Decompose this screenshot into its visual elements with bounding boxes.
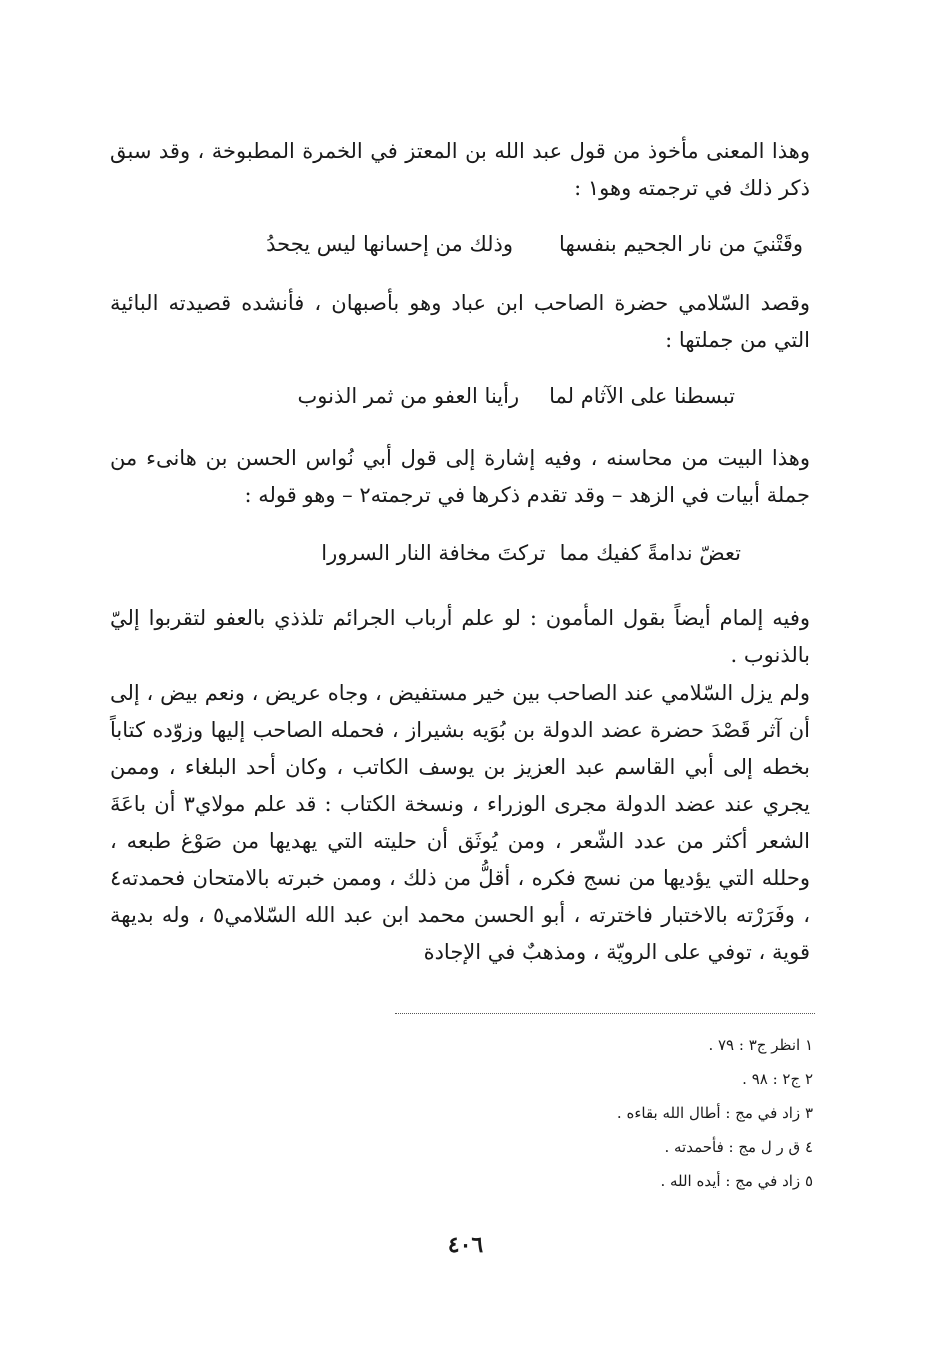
verse-3-second-hemistich: تركتَ مخافة النار السرورا xyxy=(321,541,546,565)
paragraph-5: ولم يزل السّلامي عند الصاحب بين خير مستفيض ، وجاه عريض ، ونعم بيض ، إلى أن آثر قَصْدَ حضرة عضد الدولة بن بُوَيه بشيراز ، فحمله الصاحب إليها وزوّده كتاباً بخطه إلى أبي القاسم عبد العزيز بن يوسف الكاتب ، وكان أحد البلغاء ، وممن يجري عند عضد الدولة مجرى الوزراء ، ونسخة الكتاب : قد علم مولاي٣ أن باعَةَ الشعر أكثر من عدد الشّعر ، ومن يُوثَق أن حليته التي يهديها من صَوْغ طبعه ، وحلله التي يؤديها من نسج فكره ، أقلُّ من ذلك ، وممن خبرته بالامتحان فحمدته٤ ، وفَرَرْته بالاختبار فاخترته ، أبو الحسن محمد ابن عبد الله السّلامي٥ ، وله بديهة قوية ، توفي على الرويّة ، ومذهبٌ في الإجادة xyxy=(110,681,811,964)
footnote-1: ١ انظر ج٣ : ٧٩ . xyxy=(708,1036,813,1054)
verse-3 xyxy=(321,535,741,572)
footnote-divider xyxy=(395,1013,815,1014)
verse-1-second-hemistich: وذلك من إحسانها ليس يجحدُ xyxy=(266,232,514,256)
page-number: ٤٠٦ xyxy=(447,1232,484,1258)
footnote-2: ٢ ج٢ : ٩٨ . xyxy=(742,1070,813,1088)
verse-2-first-hemistich: تبسطنا على الآثام لما xyxy=(549,384,735,408)
verse-1 xyxy=(266,226,803,263)
paragraph-3: وهذا البيت من محاسنه ، وفيه إشارة إلى قول أبي نُواس الحسن بن هانىء من جملة أبيات في الزهد – وقد تقدم ذكرها في ترجمته٢ – وهو قوله : xyxy=(110,446,810,507)
verse-2 xyxy=(297,378,735,415)
footnotes xyxy=(393,1028,813,1198)
verse-3-first-hemistich: تعضّ ندامةً كفيك مما xyxy=(559,541,741,565)
footnote-3: ٣ زاد في مج : أطال الله بقاءه . xyxy=(616,1104,813,1122)
paragraph-1: وهذا المعنى مأخوذ من قول عبد الله بن المعتز في الخمرة المطبوخة ، وقد سبق ذكر ذلك في ترجمته وهو١ : xyxy=(110,139,810,200)
footnote-5: ٥ زاد في مج : أيده الله . xyxy=(660,1172,813,1190)
paragraph-2: وقصد السّلامي حضرة الصاحب ابن عباد وهو بأصبهان ، فأنشده قصيدته البائية التي من جملتها : xyxy=(110,291,810,352)
verse-2-second-hemistich: رأينا العفو من ثمر الذنوب xyxy=(297,384,520,408)
paragraph-4: وفيه إلمام أيضاً بقول المأمون : لو علم أرباب الجرائم تلذذي بالعفو لتقربوا إليّ بالذنوب . xyxy=(110,606,810,667)
verse-1-first-hemistich: وقَتْنيَ من نار الجحيم بنفسها xyxy=(559,232,803,256)
footnote-4: ٤ ق ر ل مج : فأحمدته . xyxy=(664,1138,813,1156)
